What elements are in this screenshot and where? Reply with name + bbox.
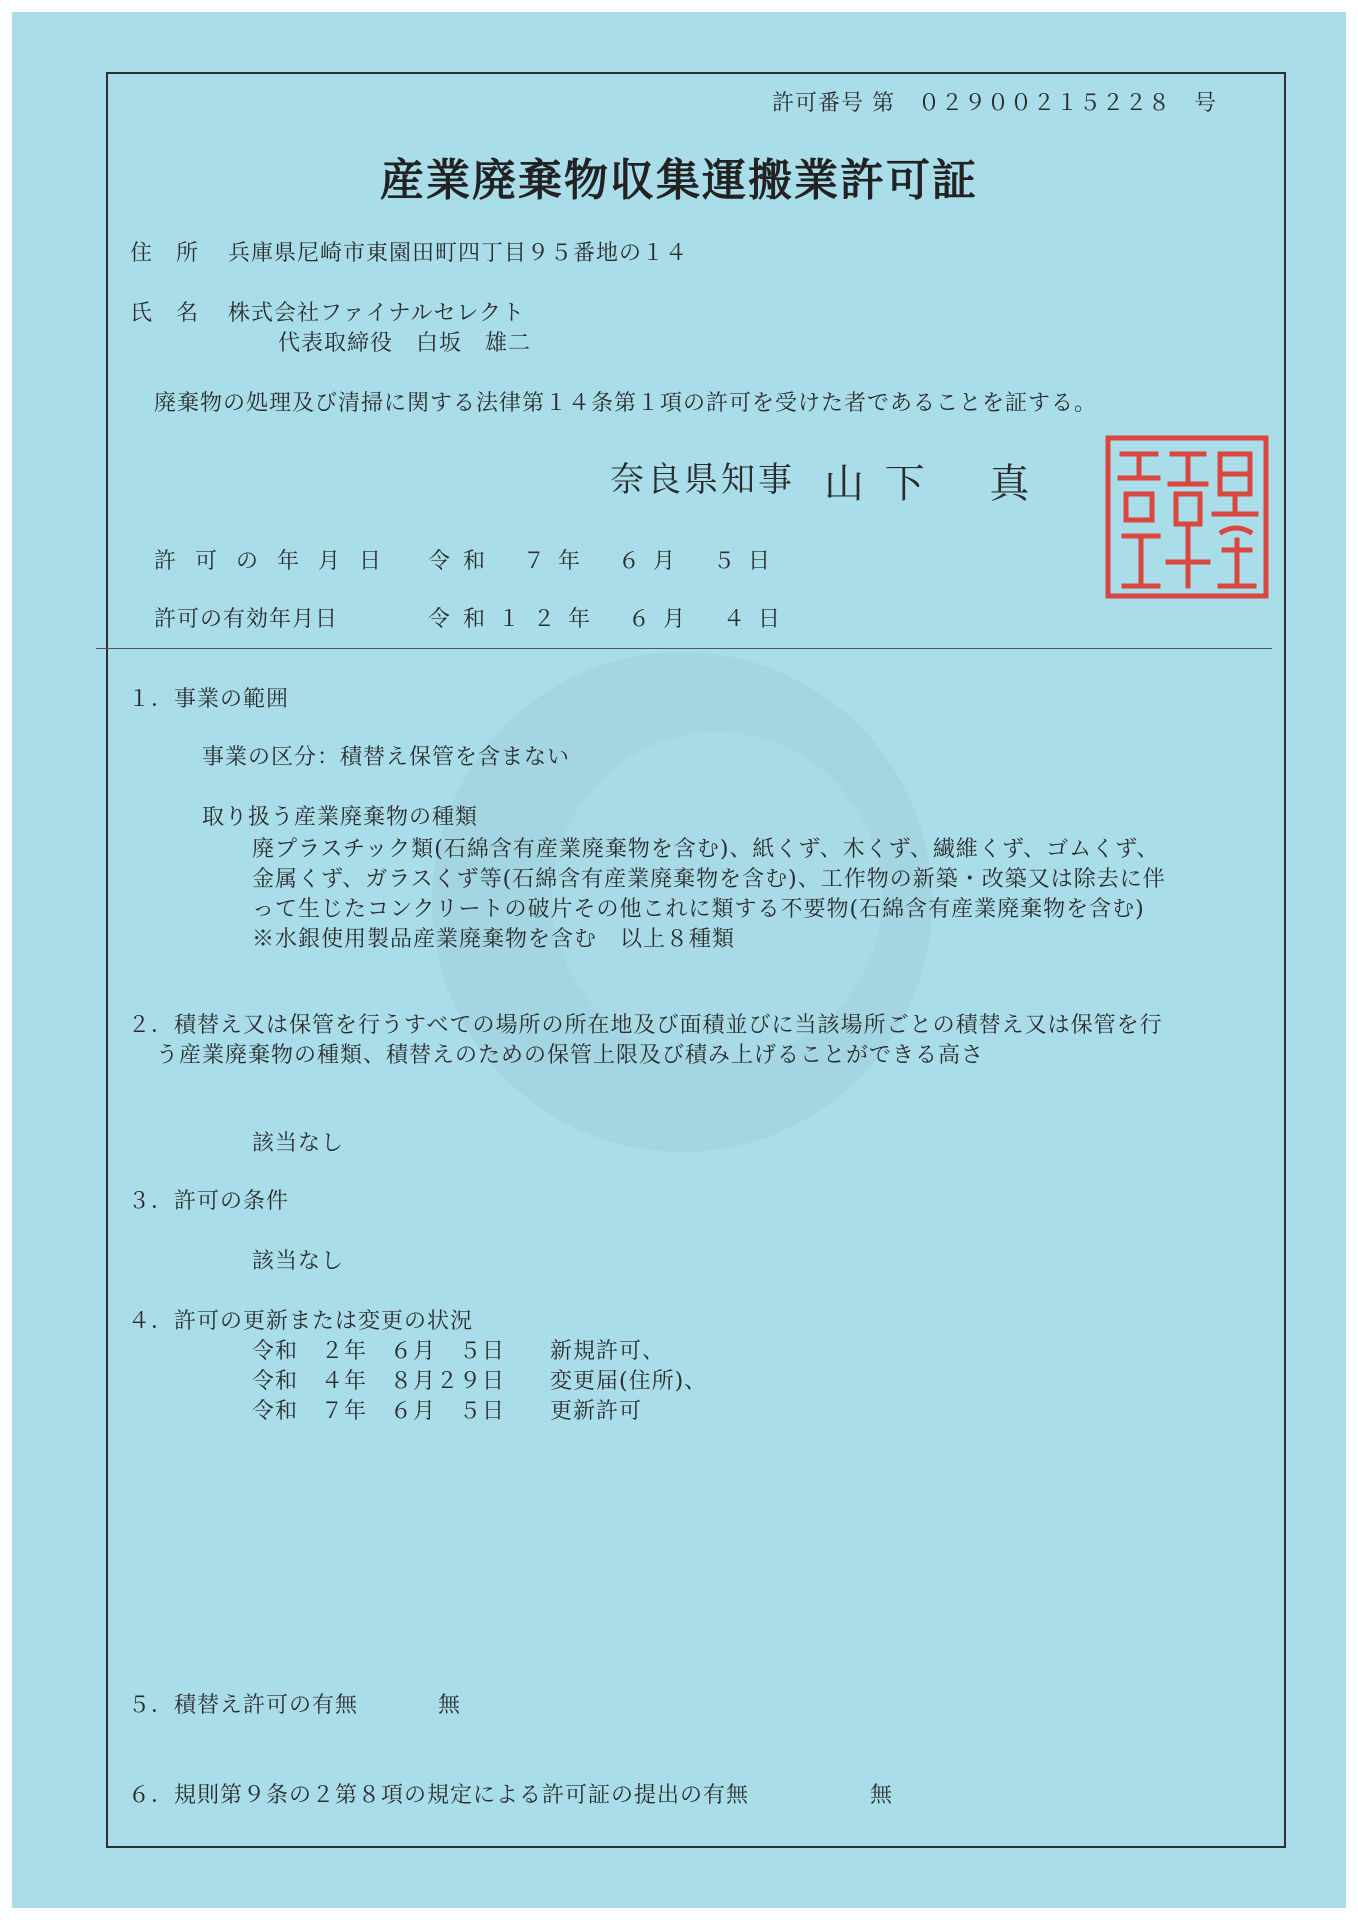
certification-statement: 廃棄物の処理及び清掃に関する法律第１４条第１項の許可を受けた者であることを証する。 [154,391,1098,416]
governor-name: 山 下 真 [824,461,1034,507]
address-value: 兵庫県尼崎市東園田町四丁目９５番地の１４ [228,241,689,266]
business-category: 事業の区分：積替え保管を含まない [202,745,571,770]
history-date-2: 令和 ４年 ８月２９日 [252,1369,506,1394]
issued-date-value: 令 和 ７ 年 ６ 月 ５ 日 [428,549,773,574]
section3-heading: ３．許可の条件 [128,1189,290,1214]
history-event-1: 新規許可、 [550,1339,666,1364]
expiry-date-value: 令 和 １ ２ 年 ６ 月 ４ 日 [428,607,783,632]
section2-heading-line-1: ２．積替え又は保管を行うすべての場所の所在地及び面積並びに当該場所ごとの積替え又は保管を行 [128,1013,1163,1038]
certificate-title: 産業廃棄物収集運搬業許可証 [380,155,978,206]
section-divider [96,648,1272,649]
issued-date-label: 許 可 の 年 月 日 [154,549,387,574]
section1-heading: １．事業の範囲 [128,687,290,712]
waste-types-line-1: 廃プラスチック類(石綿含有産業廃棄物を含む)、紙くず、木くず、繊維くず、ゴムくず、 [252,837,1160,862]
company-name: 株式会社ファイナルセレクト [228,301,526,326]
section4-heading: ４．許可の更新または変更の状況 [128,1309,474,1334]
history-date-1: 令和 ２年 ６月 ５日 [252,1339,506,1364]
section2-heading-line-2: う産業廃棄物の種類、積替えのための保管上限及び積み上げることができる高さ [156,1043,985,1068]
section2-value: 該当なし [252,1131,345,1156]
seal-text: 奈良県知事之印 [1102,432,1109,433]
address-label: 住 所 [130,241,200,266]
waste-types-line-4: ※水銀使用製品産業廃棄物を含む 以上８種類 [252,927,736,952]
waste-types-heading: 取り扱う産業廃棄物の種類 [202,805,479,830]
certificate-sheet [12,12,1346,1908]
history-event-2: 変更届(住所)、 [550,1369,708,1394]
section5-heading: ５．積替え許可の有無 [128,1693,359,1718]
section6-value: 無 [870,1783,894,1808]
history-event-3: 更新許可 [550,1399,643,1424]
representative-name: 代表取締役 白坂 雄二 [278,331,532,356]
history-date-3: 令和 ７年 ６月 ５日 [252,1399,506,1424]
official-seal [1102,432,1272,602]
permit-number: 許可番号 第 ０２９００２１５２２８ 号 [772,91,1217,116]
governor-title: 奈良県知事 [610,460,795,500]
section6-heading: ６．規則第９条の２第８項の規定による許可証の提出の有無 [128,1783,750,1808]
expiry-date-label: 許可の有効年月日 [154,607,339,632]
name-label: 氏 名 [130,301,200,326]
section5-value: 無 [438,1693,462,1718]
waste-types-line-2: 金属くず、ガラスくず等(石綿含有産業廃棄物を含む)、工作物の新築・改築又は除去に伴 [252,867,1166,892]
waste-types-line-3: って生じたコンクリートの破片その他これに類する不要物(石綿含有産業廃棄物を含む) [252,897,1145,922]
section3-value: 該当なし [252,1249,345,1274]
